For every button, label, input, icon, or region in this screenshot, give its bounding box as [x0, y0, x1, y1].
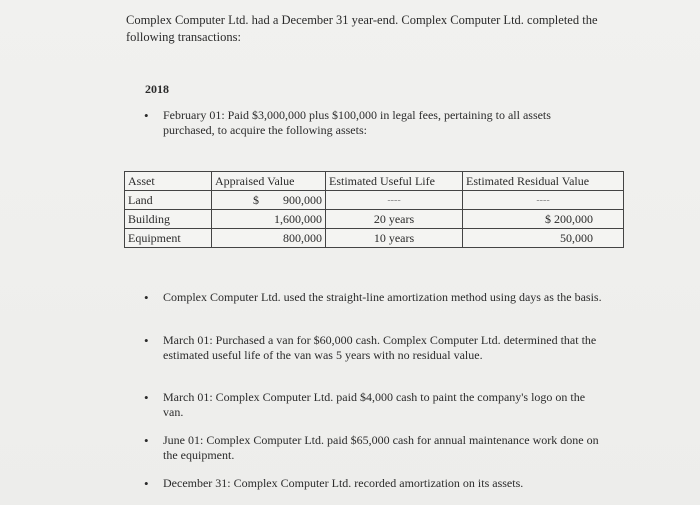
bullet-dot-icon: •	[144, 290, 149, 305]
bullet-text: Complex Computer Ltd. used the straight-line amortization method using days as the basis.	[163, 290, 602, 304]
bullet-dot-icon: •	[144, 433, 149, 448]
header-asset: Asset	[125, 172, 212, 191]
cell-asset: Building	[125, 210, 212, 229]
table-row	[125, 210, 624, 229]
bullet-dot-icon: •	[144, 108, 149, 123]
cell-useful-life: 10 years	[326, 229, 463, 248]
bullet-mar-01-van	[144, 333, 603, 363]
year-heading: 2018	[145, 82, 169, 96]
cell-appraised	[212, 191, 326, 210]
table-header-row	[125, 172, 624, 191]
table-row	[125, 229, 624, 248]
header-residual-value: Estimated Residual Value	[463, 172, 624, 191]
cell-appraised: 1,600,000	[212, 210, 326, 229]
bullet-dot-icon: •	[144, 476, 149, 491]
cell-useful-life: ----	[326, 191, 463, 210]
bullet-mar-01-paint	[144, 390, 603, 420]
header-appraised-value: Appraised Value	[212, 172, 326, 191]
intro-paragraph: Complex Computer Ltd. had a December 31 year-end. Complex Computer Ltd. completed the following transactions:	[126, 13, 598, 44]
bullet-text: December 31: Complex Computer Ltd. recorded amortization on its assets.	[163, 476, 524, 490]
bullet-amortization-method	[144, 290, 603, 305]
assets-table	[124, 171, 624, 248]
bullet-dec-31	[144, 476, 603, 491]
bullet-dot-icon: •	[144, 333, 149, 348]
cell-residual: $ 200,000	[463, 210, 624, 229]
cell-residual: 50,000	[463, 229, 624, 248]
bullet-text: February 01: Paid $3,000,000 plus $100,000 in legal fees, pertaining to all assets purchased, to acquire the following assets:	[163, 108, 551, 137]
cell-residual: ----	[463, 191, 624, 210]
bullet-dot-icon: •	[144, 390, 149, 405]
cell-useful-life: 20 years	[326, 210, 463, 229]
bullet-jun-01	[144, 433, 603, 463]
bullet-feb-01	[144, 108, 603, 138]
currency-symbol: $	[253, 192, 259, 207]
bullet-text: March 01: Complex Computer Ltd. paid $4,000 cash to paint the company's logo on the van.	[163, 390, 586, 419]
cell-asset: Land	[125, 191, 212, 210]
cell-asset: Equipment	[125, 229, 212, 248]
table-row	[125, 191, 624, 210]
header-useful-life: Estimated Useful Life	[326, 172, 463, 191]
appraised-amount: 900,000	[283, 192, 322, 207]
bullet-text: June 01: Complex Computer Ltd. paid $65,000 cash for annual maintenance work done on the equipment.	[163, 433, 599, 462]
bullet-text: March 01: Purchased a van for $60,000 cash. Complex Computer Ltd. determined that the estimated useful life of the van was 5 years with no residual value.	[163, 333, 597, 362]
cell-appraised: 800,000	[212, 229, 326, 248]
